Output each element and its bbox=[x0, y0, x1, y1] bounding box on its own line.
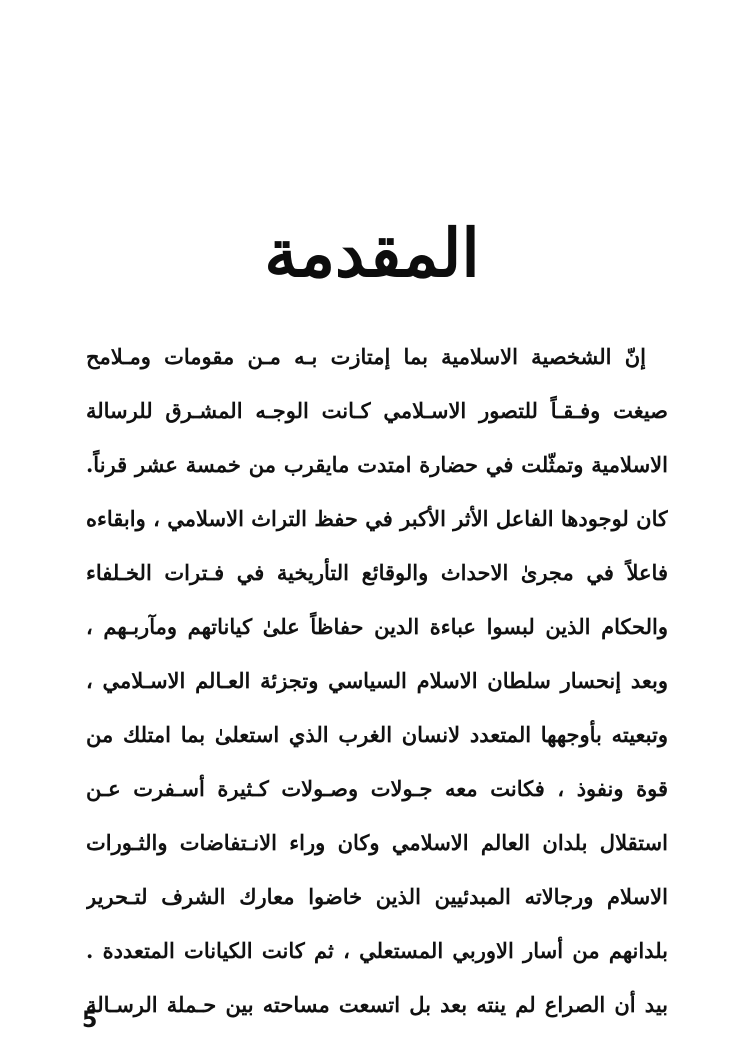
text-line: فاعلاً في مجرىٰ الاحداث والوقائع التأريخية في فـترات الخـلفاء bbox=[86, 560, 668, 585]
text-line: بلدانهم من أسار الاوربي المستعلي ، ثم كانت الكيانات المتعددة . bbox=[86, 938, 668, 963]
text-line: صيغت وفـقـاً للتصور الاسـلامي كـانت الوجـه المشـرق للرسالة bbox=[86, 398, 668, 423]
text-line: قوة ونفوذ ، فكانت معه جـولات وصـولات كـثيرة أسـفرت عـن bbox=[86, 776, 668, 801]
text-line: وبعد إنحسار سلطان الاسلام السياسي وتجزئة العـالم الاسـلامي ، bbox=[86, 668, 668, 693]
text-line: الاسلامية وتمثّلت في حضارة امتدت مايقرب من خمسة عشر قرناً. bbox=[86, 452, 668, 477]
text-line: والحكام الذين لبسوا عباءة الدين حفاظاً علىٰ كياناتهم ومآربـهم ، bbox=[86, 614, 668, 639]
body-paragraph bbox=[86, 330, 668, 1032]
text-line: كان لوجودها الفاعل الأثر الأكبر في حفظ التراث الاسلامي ، وابقاءه bbox=[86, 506, 668, 531]
text-line: وتبعيته بأوجهها المتعدد لانسان الغرب الذي استعلىٰ بما امتلك من bbox=[86, 722, 668, 747]
text-line: استقلال بلدان العالم الاسلامي وكان وراء الانـتفاضات والثـورات bbox=[86, 830, 668, 855]
text-line: إنّ الشخصية الاسلامية بما إمتازت بـه مـن مقومات ومـلامح bbox=[86, 344, 646, 369]
page-number: 5 bbox=[82, 1008, 98, 1033]
chapter-title: المقدمة bbox=[264, 214, 480, 292]
text-line: الاسلام ورجالاته المبدئيين الذين خاضوا معارك الشرف لتـحرير bbox=[86, 884, 668, 909]
text-line: بيد أن الصراع لم ينته بعد بل اتسعت مساحته بين حـملة الرسـالة bbox=[86, 992, 668, 1017]
